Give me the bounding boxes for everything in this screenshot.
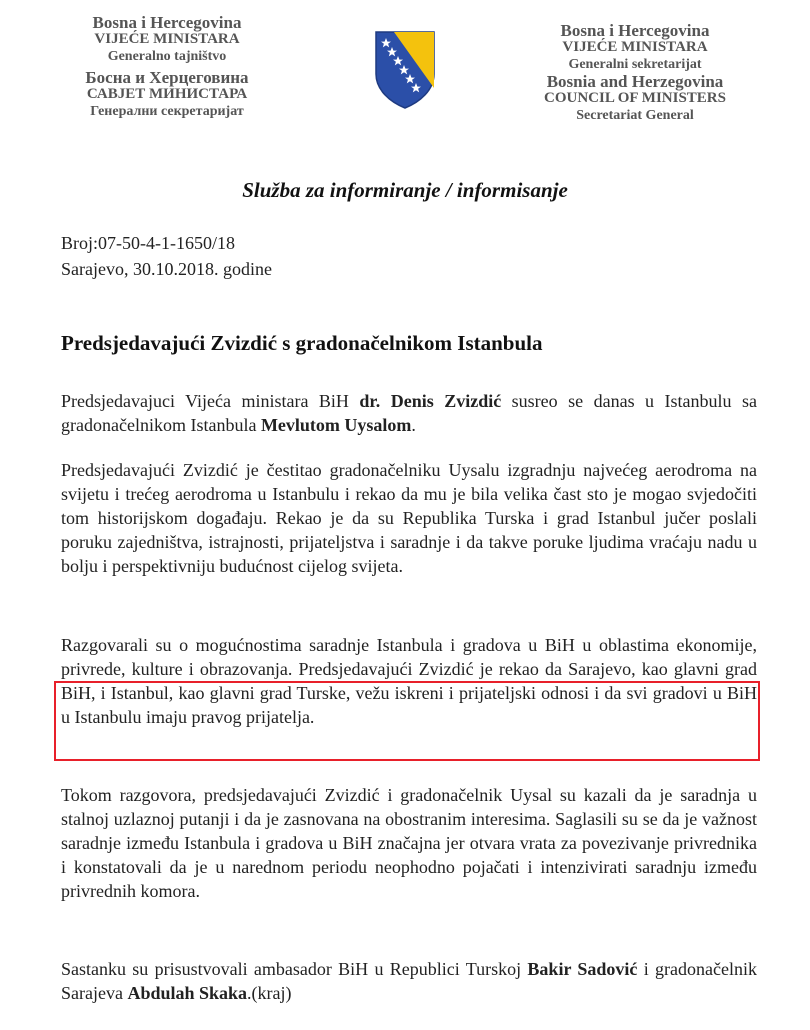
reference-number: Broj:07-50-4-1-1650/18 (61, 233, 235, 253)
paragraph-1: Predsjedavajuci Vijeća ministara BiH dr. Denis Zvizdić susreo se danas u Istanbulu sa gradonačelnikom Istanbula Mevlutom Uysalom. (61, 391, 757, 435)
secretariat-name-english: Secretariat General (576, 108, 694, 123)
person-name: Mevlutom Uysalom (260, 415, 412, 435)
service-title: Služba za informiranje / informisanje (242, 178, 568, 202)
paragraph-2: Predsjedavajući Zvizdić je čestitao gradonačelniku Uysalu izgradnju najvećeg aerodroma na svijetu i trećeg aerodroma u Istanbulu i rekao da mu je bila velika čast sto je mogao svjedočiti tom historijskom događaju. Rekao je da su Republika Turska i grad Istanbul jučer poslali poruku zajedništva, istrajnosti, prijateljstva i saradnje i da takve poruke ljudima vraćaju nadu u bolju i perspektivniju budućnost cijelog svijeta. (61, 460, 757, 576)
secretariat-name-cyrillic: Генерални секретаријат (90, 104, 244, 119)
person-name: dr. Denis Zvizdić (359, 391, 502, 411)
country-name-cyrillic: Босна и Херцеговина (85, 68, 249, 87)
document-meta (61, 230, 272, 282)
letterhead-left (22, 14, 312, 120)
secretariat-name-latin: Generalno tajništvo (107, 49, 227, 64)
date-line: Sarajevo, 30.10.2018. godine (61, 259, 272, 279)
country-name-latin: Bosna i Hercegovina (92, 13, 242, 32)
council-name-latin: VIJEĆE MINISTARA (94, 31, 240, 47)
council-name-english: COUNCIL OF MINISTERS (544, 90, 726, 106)
secretariat-name-latin-right: Generalni sekretarijat (568, 57, 702, 72)
council-name-latin-right: VIJEĆE MINISTARA (562, 39, 708, 55)
bih-coat-of-arms-icon (372, 30, 438, 110)
person-name: Abdulah Skaka (127, 983, 248, 1003)
country-name-latin-right: Bosna i Hercegovina (560, 21, 710, 40)
person-name: Bakir Sadović (527, 959, 638, 979)
letterhead-right (490, 22, 780, 124)
council-name-cyrillic: САВЈЕТ МИНИСТАРА (86, 86, 248, 102)
country-name-english: Bosnia and Herzegovina (546, 72, 724, 91)
highlight-box (54, 681, 760, 761)
paragraph-3: Razgovarali su o mogućnostima saradnje Istanbula i gradova u BiH u oblastima ekonomije, privrede, kulture i obrazovanja. Predsjedavajući Zvizdić je rekao da Sarajevo, kao glavni grad BiH, i Istanbul, kao glavni grad Turske, vežu iskreni i prijateljski odnosi i da svi gradovi u BiH u Istanbulu imaju pravog prijatelja. (61, 635, 757, 727)
paragraph-5: Sastanku su prisustvovali ambasador BiH u Republici Turskoj Bakir Sadović i gradonačelnik Sarajeva Abdulah Skaka.(kraj) (61, 959, 757, 1003)
headline: Predsjedavajući Zvizdić s gradonačelnikom Istanbula (61, 331, 543, 355)
paragraph-4: Tokom razgovora, predsjedavajući Zvizdić i gradonačelnik Uysal su kazali da je saradnja u stalnoj uzlaznoj putanji i da je zasnovana na obostranim interesima. Saglasili su se da je važnost saradnje između Istanbula i gradova u BiH značajna jer otvara vrata za povezivanje privrednika i konstatovali da je u narednom periodu neophodno pojačati i intenzivirati saradnju između privrednih komora. (61, 785, 757, 901)
